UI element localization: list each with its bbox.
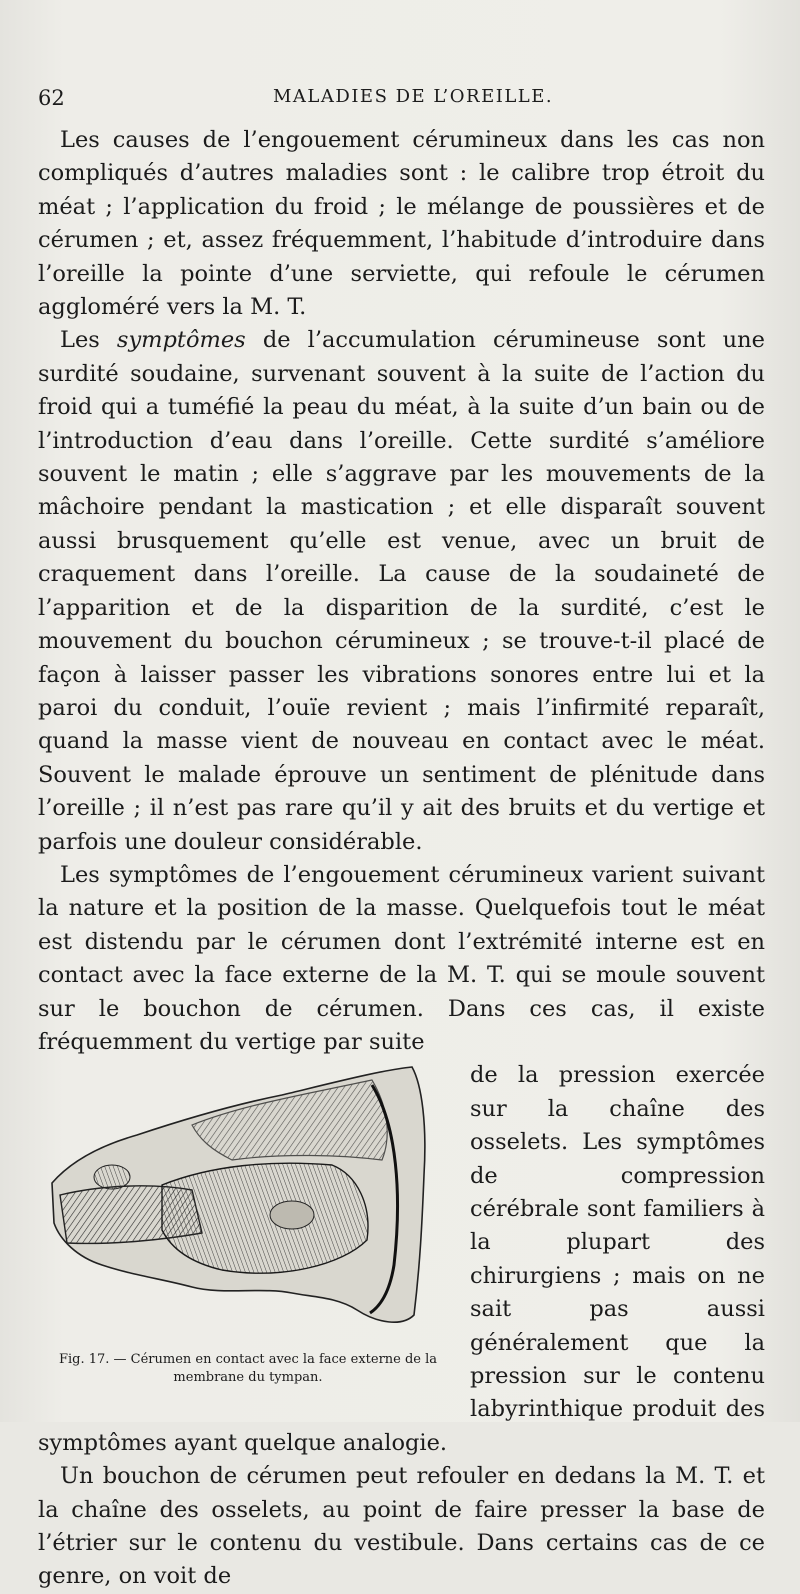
paragraph-engouement-wrapped: de la pression exercée sur la chaîne des osselets. Les symptômes de compression cérébrale sont familiers à la plupart des chirurgiens ; mais on ne sait pas aussi généralement que la pression sur le contenu labyrinthique produit des symptômes ayant quelque analogie. [38,1062,765,1456]
paragraph-engouement: Les symptômes de l’engouement cérumineux varient suivant la nature et la position de la masse. Quelquefois tout le méat est distendu par le cérumen dont l’extrémité interne est en contact avec la face externe de la M. T. qui se moule souvent sur le bouchon de cérumen. Dans ces cas, il existe fréquemment du vertige par suite [38,861,765,1055]
paragraph-bouchon: Un bouchon de cérumen peut refouler en dedans la M. T. et la chaîne des osselets, au point de faire presser la base de l’étrier sur le contenu du vestibule. Dans certains cas de ce genre, on voit de [38,1463,765,1590]
page-number: 62 [38,86,65,110]
cerumen-illustration [42,1065,454,1350]
paragraph-symptoms-rest: de l’accumulation cérumineuse sont une surdité soudaine, survenant souvent à la suite de l’action du froid qui a tuméfié la peau du méat, à la suite d’un bain ou de l’introduction d’eau dans l’oreille. Cette surdité s’améliore souvent le matin ; elle s’aggrave par les mouvements de la mâchoire pendant la mastication ; et elle disparaît souvent aussi brusquement qu’elle est venue, avec un bruit de craquement dans l’oreille. La cause de la soudaineté de l’apparition et de la disparition de la surdité, c’est le mouvement du bouchon cérumineux ; se trouve-t-il placé de façon à laisser passer les vibrations sonores entre lui et la paroi du conduit, l’ouïe revient ; mais l’infirmité reparaît, quand la masse vient de nouveau en contact avec le méat. Souvent le malade éprouve un sentiment de plénitude dans l’oreille ; il n’est pas rare qu’il y ait des bruits et du vertige et parfois une douleur considérable. [38,327,765,855]
figure-caption [38,1351,458,1387]
page-header [38,86,768,116]
paragraph-symptoms-start: Les [60,327,117,354]
figure-label: Fig. 17. [58,1352,110,1368]
body-text [38,124,765,1594]
figure-caption-text: — Cérumen en contact avec la face externe de la membrane du tympan. [109,1352,438,1386]
figure-17 [38,1061,458,1406]
running-title: MALADIES DE L’OREILLE. [273,86,554,107]
symptomes-italic: symptômes [116,327,246,354]
paragraph-causes: Les causes de l’engouement cérumineux dans les cas non compliqués d’autres maladies sont : le calibre trop étroit du méat ; l’application du froid ; le mélange de poussières et de cérumen ; et, assez fréquemment, l’habitude d’introduire dans l’oreille la pointe d’une serviette, qui refoule le cérumen aggloméré vers la M. T. [38,127,765,321]
paragraph-symptoms [38,324,765,859]
